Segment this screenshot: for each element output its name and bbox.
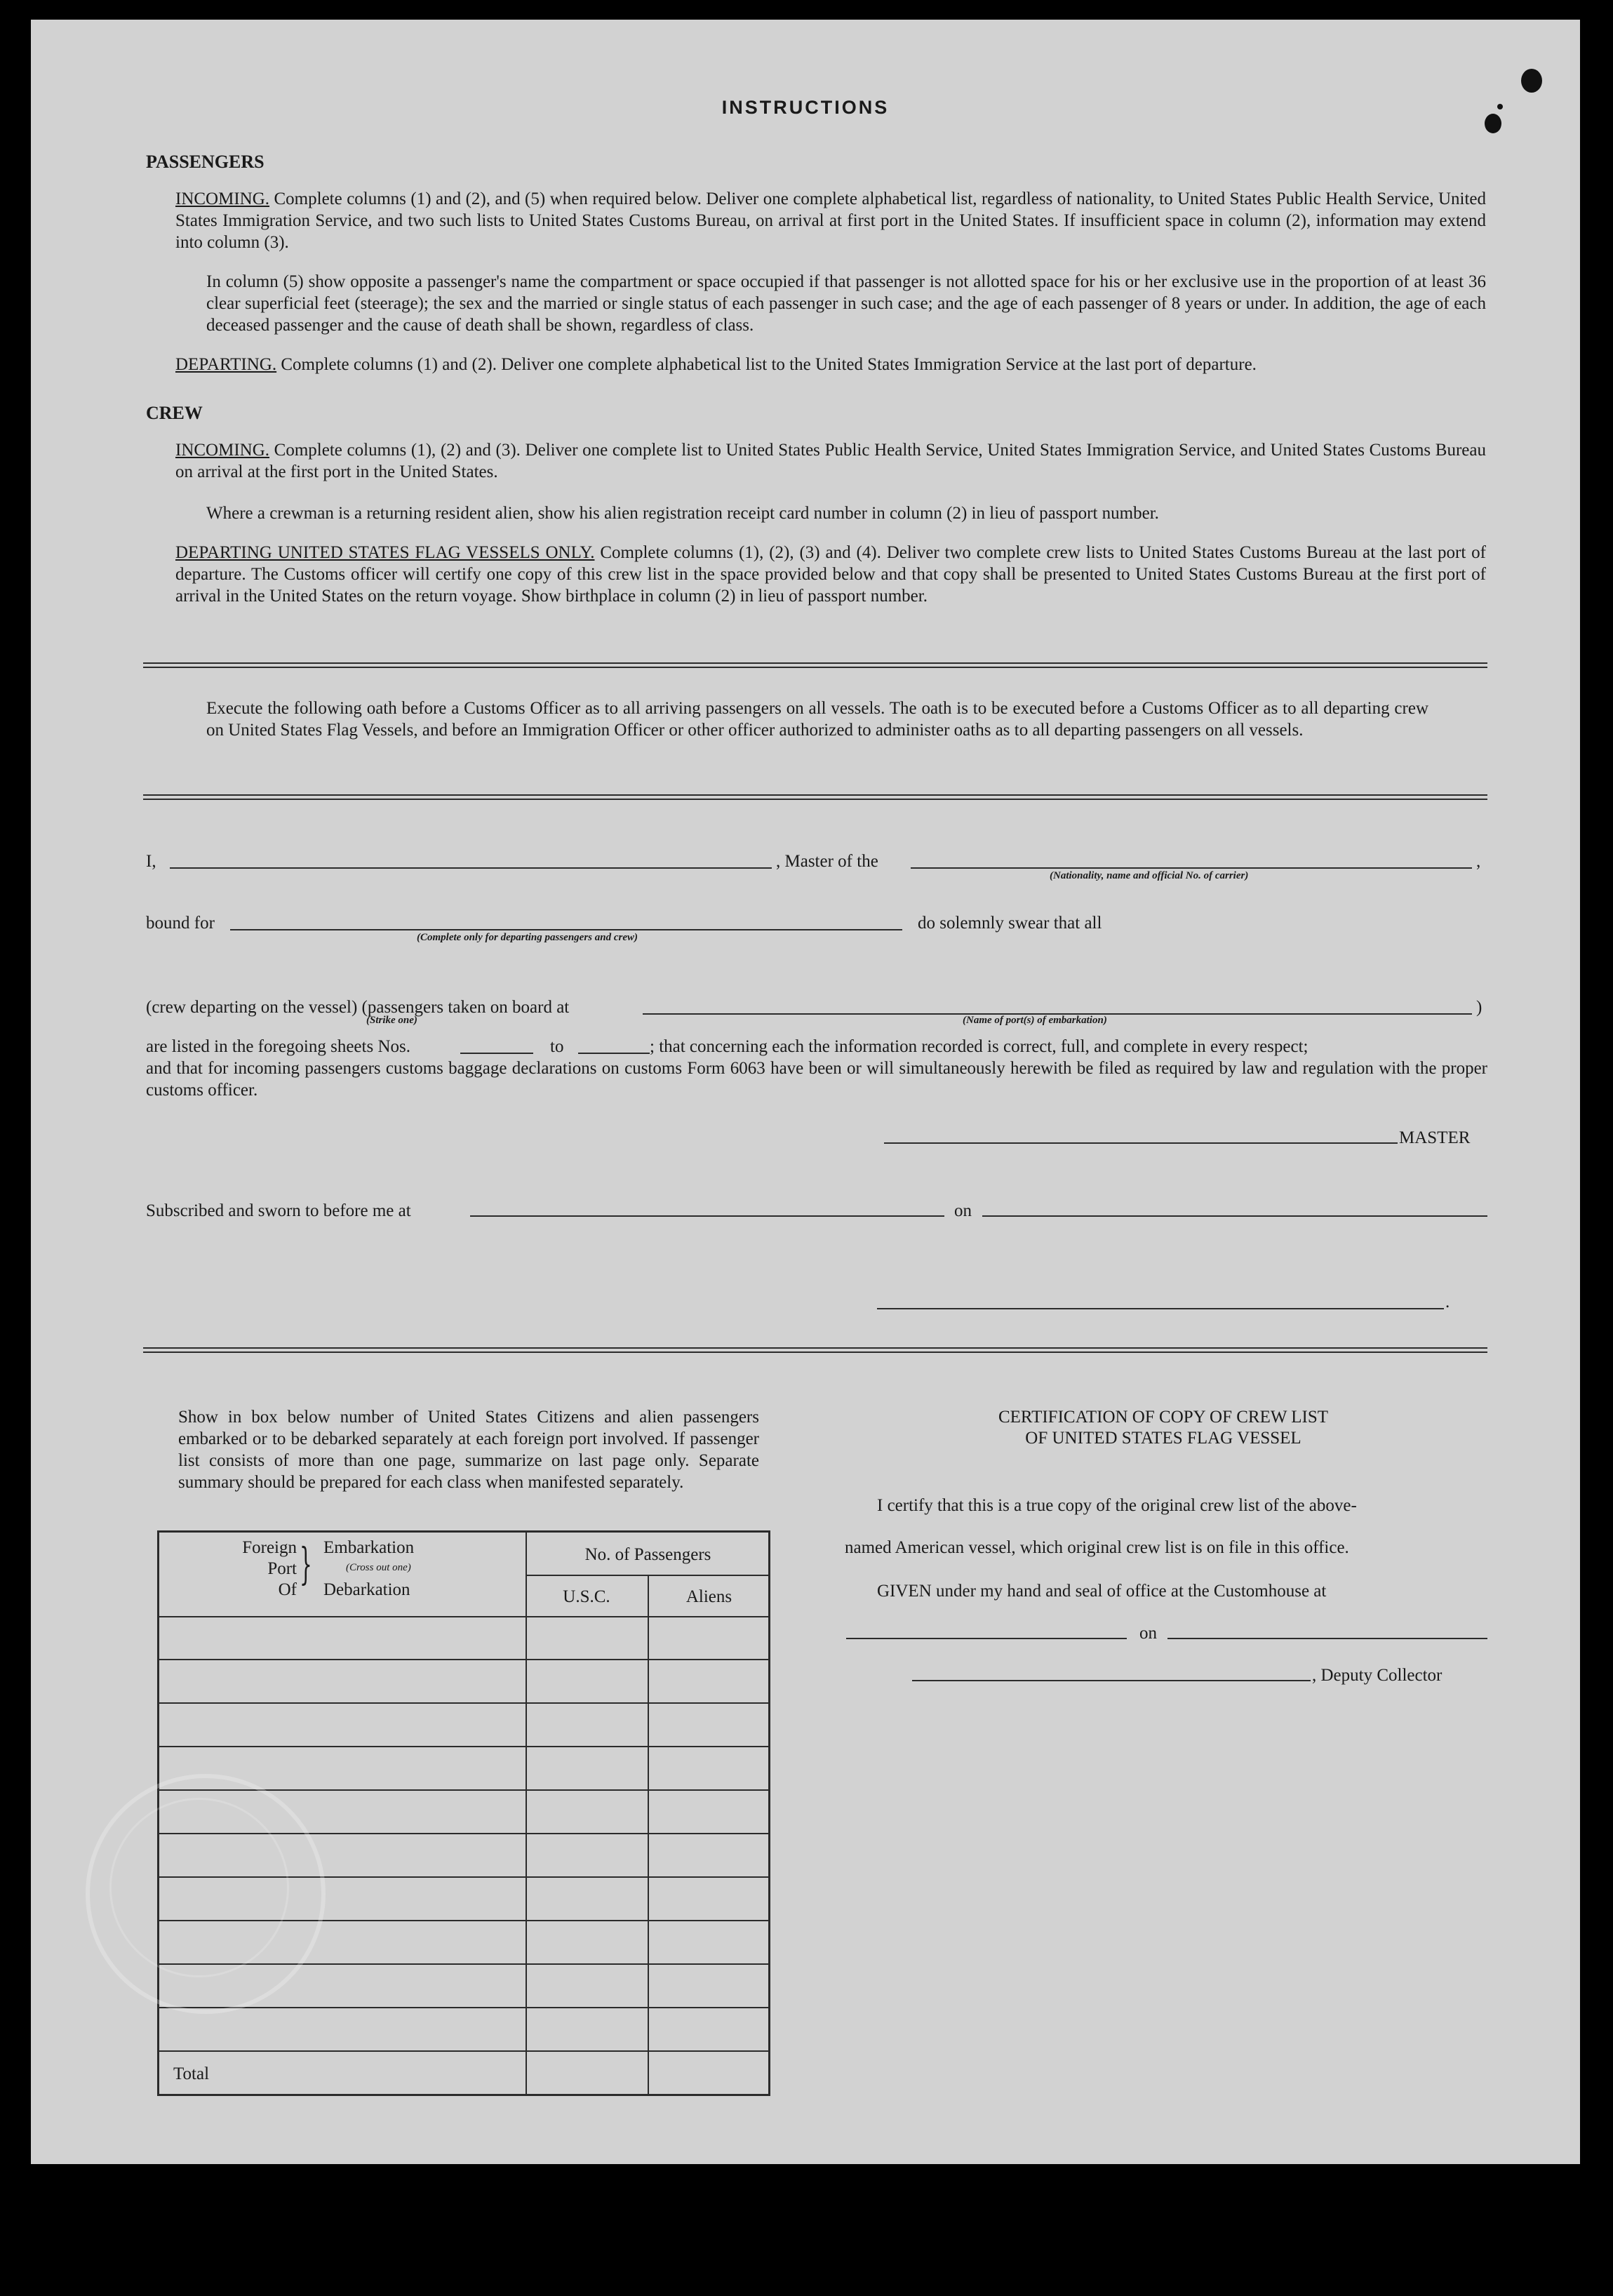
passengers-departing-text: Complete columns (1) and (2). Deliver one complete alphabetical list to the United States Immigration Service at the last port of departure. [276, 355, 1257, 374]
port-caption: (Name of port(s) of embarkation) [963, 1015, 1107, 1026]
certification-on: on [1139, 1624, 1157, 1643]
bound-for-label: bound for [146, 914, 215, 933]
certification-title-2: OF UNITED STATES FLAG VESSEL [1025, 1429, 1301, 1448]
debarkation-label: Debarkation [323, 1580, 410, 1599]
crew-resident-paragraph: Where a crewman is a returning resident alien, show his alien registration receipt card number in column (2) in lieu of passport number. [206, 504, 1159, 523]
master-name-field[interactable] [170, 867, 772, 869]
strike-caption: (Strike one) [366, 1015, 417, 1026]
cross-out-caption: (Cross out one) [346, 1562, 411, 1573]
table-row [159, 1659, 770, 1660]
table-subheader-rule [526, 1575, 770, 1576]
passengers-incoming-text: Complete columns (1) and (2), and (5) when required below. Deliver one complete alphabetical list, regardless of nationality, to United States Public Health Service, United States Immigration Service, and two such lists to United States Customs Bureau, on arrival at first port in the United States. If insufficient space in column (2), information may extend into column (3). [175, 189, 1486, 252]
crew-heading: CREW [146, 403, 203, 423]
port-label: Port [267, 1559, 297, 1578]
officer-signature-field[interactable] [877, 1308, 1444, 1309]
usc-header: U.S.C. [563, 1587, 610, 1606]
officer-period: . [1445, 1293, 1450, 1311]
table-row [159, 2007, 770, 2008]
table-row [159, 1746, 770, 1747]
divider-3 [143, 1347, 1487, 1353]
passengers-incoming-label: INCOMING. [175, 189, 270, 208]
sworn-on-label: on [954, 1201, 972, 1220]
crew-departing-paragraph [175, 542, 1486, 607]
certification-line-2: named American vessel, which original crew list is on file in this office. [845, 1538, 1349, 1557]
sheet-to-field[interactable] [578, 1053, 650, 1054]
summary-instruction: Show in box below number of United States Citizens and alien passengers embarked or to be debarked separately at each foreign port involved. If passenger list consists of more than one page, summarize on last page only. Separate summary should be prepared for each class when manifested separately. [178, 1408, 759, 1492]
oath-i-label: I, [146, 852, 156, 871]
passengers-column5-paragraph: In column (5) show opposite a passenger's name the compartment or space occupied if that passenger is not allotted space for his or her exclusive use in the proportion of at least 36 clear superficial feet (steerage); the sex and the married or single status of each passenger in such case; and the age of each passenger of 8 years or under. In addition, the age of each deceased passenger and the cause of death shall be shown, regardless of class. [206, 272, 1486, 335]
sworn-date-field[interactable] [982, 1215, 1487, 1217]
crew-departing-text: (crew departing on the vessel) (passengers taken on board at [146, 998, 570, 1017]
carrier-caption: (Nationality, name and official No. of carrier) [1050, 870, 1249, 881]
passengers-departing-paragraph [175, 354, 1486, 375]
certification-title-1: CERTIFICATION OF COPY OF CREW LIST [998, 1408, 1329, 1427]
embossed-seal-inner [109, 1798, 289, 1977]
punch-hole-mark [1497, 104, 1503, 109]
certification-date-field[interactable] [1167, 1638, 1487, 1639]
page-title: INSTRUCTIONS [721, 97, 890, 118]
bound-for-caption: (Complete only for departing passengers and crew) [417, 932, 638, 943]
bound-for-field[interactable] [230, 929, 902, 930]
embarkation-label: Embarkation [323, 1538, 415, 1557]
master-label: MASTER [1399, 1128, 1471, 1147]
oath-comma: , [1476, 852, 1481, 871]
oath-instruction: Execute the following oath before a Customs Officer as to all arriving passengers on all vessels. The oath is to be executed before a Customs Officer as to all departing crew on United States Flag Vessels, and before an Immigration Officer or other officer authorized to administer oaths as to all departing passengers on all vessels. [206, 699, 1428, 740]
table-row [159, 1702, 770, 1704]
crew-incoming-text: Complete columns (1), (2) and (3). Deliver one complete list to United States Public Health Service, United States Immigration Service, and United States Customs Bureau on arrival at the first port in the United States. [175, 441, 1486, 481]
total-label: Total [173, 2064, 210, 2083]
sheets-to: to [550, 1037, 564, 1056]
close-paren: ) [1476, 998, 1483, 1017]
crew-incoming-paragraph [175, 439, 1486, 483]
no-passengers-header: No. of Passengers [584, 1545, 711, 1564]
bracket-icon: } [300, 1538, 312, 1589]
subscribed-label: Subscribed and sworn to before me at [146, 1201, 411, 1220]
deputy-collector-label: , Deputy Collector [1312, 1666, 1443, 1685]
master-signature-field[interactable] [884, 1142, 1398, 1144]
master-of-label: , Master of the [776, 852, 878, 871]
of-label: Of [278, 1580, 297, 1599]
crew-departing-label: DEPARTING UNITED STATES FLAG VESSELS ONLY. [175, 543, 595, 562]
sworn-place-field[interactable] [470, 1215, 944, 1217]
divider-2 [143, 794, 1487, 800]
foreign-label: Foreign [242, 1538, 297, 1557]
passengers-heading: PASSENGERS [146, 152, 265, 172]
crew-departing-text: Complete columns (1), (2), (3) and (4). Deliver two complete crew lists to United States Customs Bureau at the last port of departure. The Customs officer will certify one copy of this crew list in the space provided below and that copy shall be presented to United States Customs Bureau at the first port of arrival in the United States on the return voyage. Show birthplace in column (2) in lieu of passport number. [175, 543, 1486, 606]
table-col-divider-2 [648, 1575, 649, 2096]
swear-text: do solemnly swear that all [918, 914, 1102, 933]
sheets-rest: and that for incoming passengers customs baggage declarations on customs Form 6063 have been or will simultaneously herewith be filed as required by law and regulation with the proper customs officer. [146, 1059, 1487, 1100]
crew-incoming-label: INCOMING. [175, 441, 270, 460]
carrier-field[interactable] [911, 867, 1472, 869]
deputy-signature-field[interactable] [912, 1680, 1311, 1681]
form-page [31, 20, 1580, 2164]
aliens-header: Aliens [685, 1587, 732, 1606]
punch-hole-mark [1485, 114, 1501, 133]
table-row [159, 2050, 770, 2052]
passengers-incoming-paragraph [175, 188, 1486, 253]
sheets-statement: ; that concerning each the information recorded is correct, full, and complete in every respect; [650, 1037, 1309, 1056]
certification-given: GIVEN under my hand and seal of office at the Customhouse at [877, 1582, 1327, 1601]
divider-1 [143, 662, 1487, 668]
customhouse-field[interactable] [846, 1638, 1127, 1639]
passengers-departing-label: DEPARTING. [175, 355, 277, 374]
certification-line-1: I certify that this is a true copy of the original crew list of the above- [877, 1496, 1357, 1515]
table-header-rule [159, 1616, 770, 1617]
sheets-text: are listed in the foregoing sheets Nos. [146, 1037, 410, 1056]
sheet-from-field[interactable] [460, 1053, 533, 1054]
punch-hole-mark [1521, 69, 1542, 93]
